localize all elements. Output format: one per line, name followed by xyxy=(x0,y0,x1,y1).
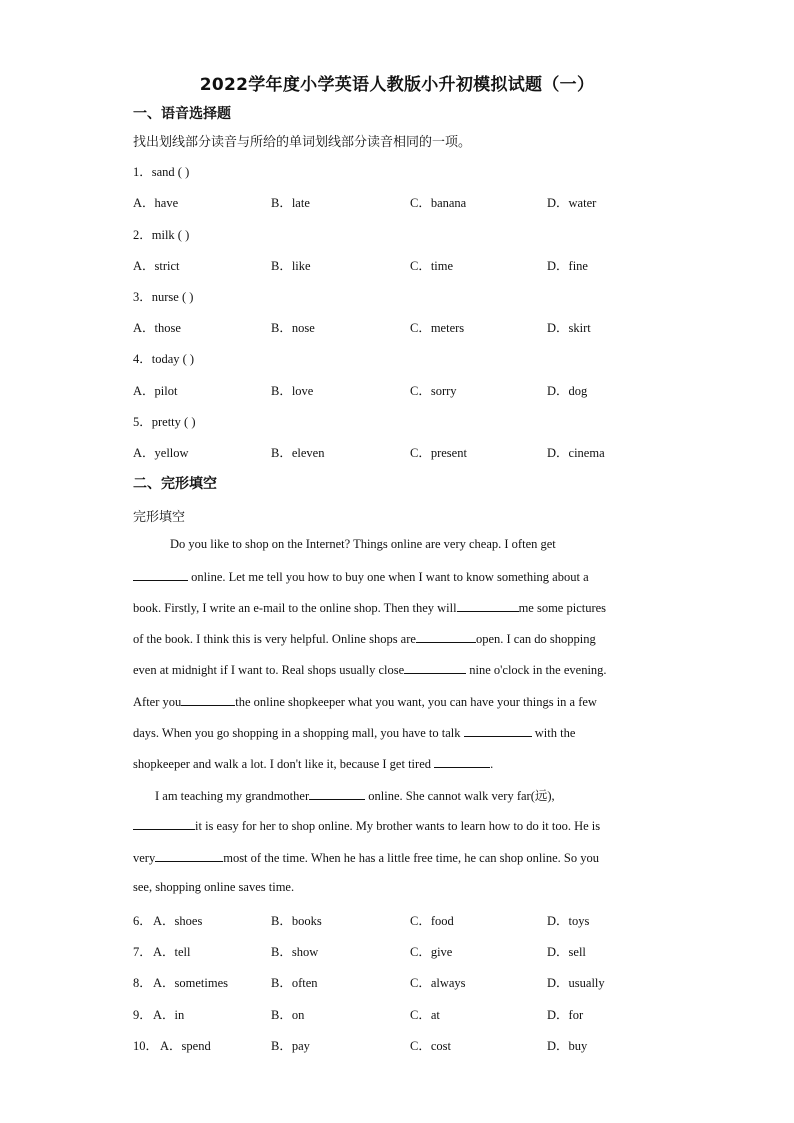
question-stem: 5．pretty ( ) xyxy=(133,415,196,429)
option-a[interactable]: A．pilot xyxy=(133,384,178,398)
question-number: 7． xyxy=(133,945,152,959)
option-b[interactable]: B．eleven xyxy=(271,446,325,460)
option-c[interactable]: C．at xyxy=(410,1008,440,1022)
option-c[interactable]: C．banana xyxy=(410,196,467,210)
question-options xyxy=(133,911,693,931)
section2-heading: 二、完形填空 xyxy=(133,476,217,492)
option-b[interactable]: B．nose xyxy=(271,321,315,335)
passage-line: Do you like to shop on the Internet? Things online are very cheap. I often get xyxy=(170,537,556,551)
passage-line: of the book. I think this is very helpful. Online shops are open. I can do shopping xyxy=(133,632,596,646)
page-title: 2022学年度小学英语人教版小升初模拟试题（一） xyxy=(199,75,595,95)
question-options xyxy=(133,193,693,213)
blank[interactable] xyxy=(416,630,476,643)
question-stem: 1．sand ( ) xyxy=(133,165,190,179)
blank[interactable] xyxy=(181,693,235,706)
option-a[interactable]: A．shoes xyxy=(153,914,203,928)
question-options xyxy=(133,256,693,276)
option-c[interactable]: C．always xyxy=(410,976,466,990)
option-d[interactable]: D．water xyxy=(547,196,597,210)
option-d[interactable]: D．sell xyxy=(547,945,586,959)
blank[interactable] xyxy=(457,599,519,612)
option-a[interactable]: A．yellow xyxy=(133,446,189,460)
option-d[interactable]: D．for xyxy=(547,1008,584,1022)
option-c[interactable]: C．cost xyxy=(410,1039,451,1053)
blank[interactable] xyxy=(464,724,532,737)
option-a[interactable]: A．sometimes xyxy=(153,976,228,990)
option-a[interactable]: A．spend xyxy=(160,1039,211,1053)
passage-line: After you the online shopkeeper what you want, you can have your things in a few xyxy=(133,695,597,709)
option-b[interactable]: B．pay xyxy=(271,1039,310,1053)
question-options xyxy=(133,942,693,962)
option-c[interactable]: C．food xyxy=(410,914,454,928)
section2-subheading: 完形填空 xyxy=(133,510,186,525)
blank[interactable] xyxy=(133,568,188,581)
passage-line: online. Let me tell you how to buy one when I want to know something about a xyxy=(133,568,663,585)
passage-line: see, shopping online saves time. xyxy=(133,880,295,894)
option-d[interactable]: D．skirt xyxy=(547,321,591,335)
question-options xyxy=(133,443,693,463)
option-d[interactable]: D．cinema xyxy=(547,446,605,460)
question-options xyxy=(133,1005,693,1025)
blank[interactable] xyxy=(434,755,490,768)
passage-line: it is easy for her to shop online. My brother wants to learn how to do it too. He is xyxy=(133,817,663,834)
question-options xyxy=(133,1036,693,1056)
section1-heading: 一、语音选择题 xyxy=(133,106,231,122)
question-stem: 2．milk ( ) xyxy=(133,228,190,242)
passage-line: very most of the time. When he has a little free time, he can shop online. So you xyxy=(133,851,599,865)
option-b[interactable]: B．show xyxy=(271,945,319,959)
passage-line: book. Firstly, I write an e-mail to the online shop. Then they will me some pictures xyxy=(133,601,607,615)
option-a[interactable]: A．those xyxy=(133,321,181,335)
option-d[interactable]: D．dog xyxy=(547,384,588,398)
passage-line: shopkeeper and walk a lot. I don't like it, because I get tired . xyxy=(133,757,494,771)
option-b[interactable]: B．often xyxy=(271,976,318,990)
question-stem: 3．nurse ( ) xyxy=(133,290,194,304)
option-b[interactable]: B．late xyxy=(271,196,310,210)
question-number: 8． xyxy=(133,976,152,990)
option-c[interactable]: C．give xyxy=(410,945,453,959)
option-d[interactable]: D．usually xyxy=(547,976,605,990)
blank[interactable] xyxy=(404,661,466,674)
blank[interactable] xyxy=(155,849,223,862)
option-c[interactable]: C．meters xyxy=(410,321,465,335)
question-options xyxy=(133,318,693,338)
option-d[interactable]: D．buy xyxy=(547,1039,588,1053)
option-c[interactable]: C．present xyxy=(410,446,467,460)
option-c[interactable]: C．time xyxy=(410,259,454,273)
passage-line: days. When you go shopping in a shopping mall, you have to talk with the xyxy=(133,726,576,740)
question-number: 10． xyxy=(133,1039,159,1053)
option-d[interactable]: D．toys xyxy=(547,914,590,928)
passage-line: even at midnight if I want to. Real shops usually close nine o'clock in the evening. xyxy=(133,663,607,677)
option-a[interactable]: A．strict xyxy=(133,259,180,273)
question-number: 6． xyxy=(133,914,152,928)
blank[interactable] xyxy=(133,817,195,830)
option-a[interactable]: A．in xyxy=(153,1008,185,1022)
section1-instruction: 找出划线部分读音与所给的单词划线部分读音相同的一项。 xyxy=(133,135,472,150)
question-options xyxy=(133,381,693,401)
question-options xyxy=(133,973,693,993)
question-number: 9． xyxy=(133,1008,152,1022)
passage-line: I am teaching my grandmother online. She cannot walk very far(远), xyxy=(155,789,555,803)
question-stem: 4．today ( ) xyxy=(133,352,195,366)
option-a[interactable]: A．have xyxy=(133,196,179,210)
option-c[interactable]: C．sorry xyxy=(410,384,457,398)
option-b[interactable]: B．books xyxy=(271,914,322,928)
option-b[interactable]: B．love xyxy=(271,384,314,398)
option-b[interactable]: B．on xyxy=(271,1008,305,1022)
option-b[interactable]: B．like xyxy=(271,259,311,273)
option-a[interactable]: A．tell xyxy=(153,945,191,959)
option-d[interactable]: D．fine xyxy=(547,259,588,273)
blank[interactable] xyxy=(309,787,365,800)
